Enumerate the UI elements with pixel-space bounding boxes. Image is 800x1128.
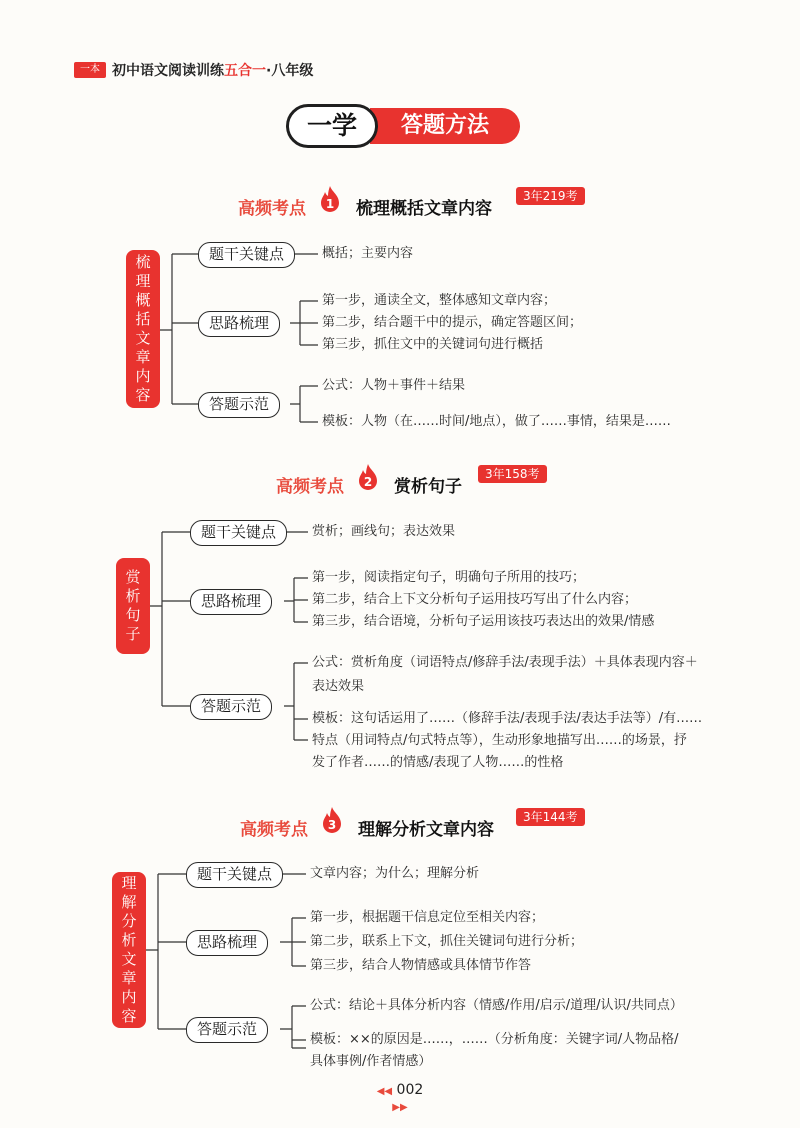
topic-3-badge: 3年144考 bbox=[516, 808, 585, 826]
flame-icon bbox=[320, 806, 344, 834]
topic-2-branch-thinking: 思路梳理 bbox=[190, 589, 272, 615]
topic-2-step-2: 第二步，结合上下文分析句子运用技巧写出了什么内容； bbox=[312, 592, 638, 607]
topic-2-formula-line-1: 公式：赏析角度（词语特点/修辞手法/表现手法）＋具体表现内容＋ bbox=[312, 655, 698, 670]
topic-1-name: 梳理概括文章内容 bbox=[356, 199, 492, 219]
page-number bbox=[370, 1082, 430, 1114]
section-number: 一学 bbox=[286, 104, 378, 148]
topic-1-template: 模板：人物（在……时间/地点），做了……事情，结果是…… bbox=[322, 414, 671, 429]
topic-3-step-2: 第二步，联系上下文，抓住关键词句进行分析； bbox=[310, 934, 584, 949]
page-number-value: 002 bbox=[396, 1082, 424, 1098]
topic-2-formula-line-2: 表达效果 bbox=[312, 679, 365, 694]
topic-3-number: 3 bbox=[327, 818, 337, 832]
topic-3-keypoints-text: 文章内容；为什么；理解分析 bbox=[310, 866, 480, 881]
topic-3-side-label: 理解分析文章内容 bbox=[112, 872, 146, 1028]
topic-2-branch-keypoints: 题干关键点 bbox=[190, 520, 287, 546]
topic-2-name: 赏析句子 bbox=[394, 477, 462, 497]
topic-1-step-2: 第二步，结合题干中的提示，确定答题区间； bbox=[322, 315, 583, 330]
topic-3-branch-keypoints: 题干关键点 bbox=[186, 862, 283, 888]
topic-3-step-3: 第三步，结合人物情感或具体情节作答 bbox=[310, 958, 532, 973]
topic-1-number: 1 bbox=[325, 197, 335, 211]
flame-icon bbox=[318, 185, 342, 213]
topic-3-branch-example: 答题示范 bbox=[186, 1017, 268, 1043]
topic-1-step-3: 第三步，抓住文中的关键词句进行概括 bbox=[322, 337, 544, 352]
section-label: 答题方法 bbox=[370, 108, 520, 144]
topic-3-prefix: 高频考点 bbox=[240, 820, 308, 840]
topic-1-keypoints-text: 概括；主要内容 bbox=[322, 246, 414, 261]
topic-3-branch-thinking: 思路梳理 bbox=[186, 930, 268, 956]
topic-2-template-line-1: 模板：这句话运用了……（修辞手法/表现手法/表达手法等）/有…… bbox=[312, 711, 703, 726]
topic-2-branch-example: 答题示范 bbox=[190, 694, 272, 720]
right-arrows-icon: ▶▶ bbox=[392, 1102, 408, 1113]
topic-3-template-line-2: 具体事例/作者情感） bbox=[310, 1054, 432, 1069]
topic-1-branch-keypoints: 题干关键点 bbox=[198, 242, 295, 268]
left-arrows-icon: ◀◀ bbox=[376, 1086, 393, 1097]
book-title-highlight: 五合一 bbox=[224, 63, 266, 79]
topic-2-number: 2 bbox=[363, 475, 373, 489]
topic-2-step-1: 第一步，阅读指定句子，明确句子所用的技巧； bbox=[312, 570, 586, 585]
flame-icon bbox=[356, 463, 380, 491]
brand-logo: 一本 bbox=[74, 62, 106, 78]
topic-2-template-line-3: 发了作者……的情感/表现了人物……的性格 bbox=[312, 755, 564, 770]
topic-2-prefix: 高频考点 bbox=[276, 477, 344, 497]
topic-1-side-label: 梳理概括文章内容 bbox=[126, 250, 160, 408]
topic-2-keypoints-text: 赏析；画线句；表达效果 bbox=[312, 524, 456, 539]
topic-3-formula: 公式：结论＋具体分析内容（情感/作用/启示/道理/认识/共同点） bbox=[310, 998, 683, 1013]
topic-1-prefix: 高频考点 bbox=[238, 199, 306, 219]
topic-2-step-3: 第三步，结合语境，分析句子运用该技巧表达出的效果/情感 bbox=[312, 614, 655, 629]
topic-2-template-line-2: 特点（用词特点/句式特点等），生动形象地描写出……的场景，抒 bbox=[312, 733, 687, 748]
book-title-prefix: 初中语文阅读训练 bbox=[112, 63, 224, 79]
topic-2-badge: 3年158考 bbox=[478, 465, 547, 483]
topic-3-step-1: 第一步，根据题干信息定位至相关内容； bbox=[310, 910, 545, 925]
topic-1-step-1: 第一步，通读全文，整体感知文章内容； bbox=[322, 293, 557, 308]
topic-2-side-label: 赏析句子 bbox=[116, 558, 150, 654]
topic-1-badge: 3年219考 bbox=[516, 187, 585, 205]
topic-3-template-line-1: 模板：××的原因是……，……（分析角度：关键字词/人物品格/ bbox=[310, 1032, 679, 1047]
topic-1-branch-example: 答题示范 bbox=[198, 392, 280, 418]
topic-1-formula: 公式：人物＋事件＋结果 bbox=[322, 378, 466, 393]
topic-3-name: 理解分析文章内容 bbox=[358, 820, 494, 840]
topic-1-branch-thinking: 思路梳理 bbox=[198, 311, 280, 337]
book-title-suffix: ·八年级 bbox=[266, 63, 314, 79]
